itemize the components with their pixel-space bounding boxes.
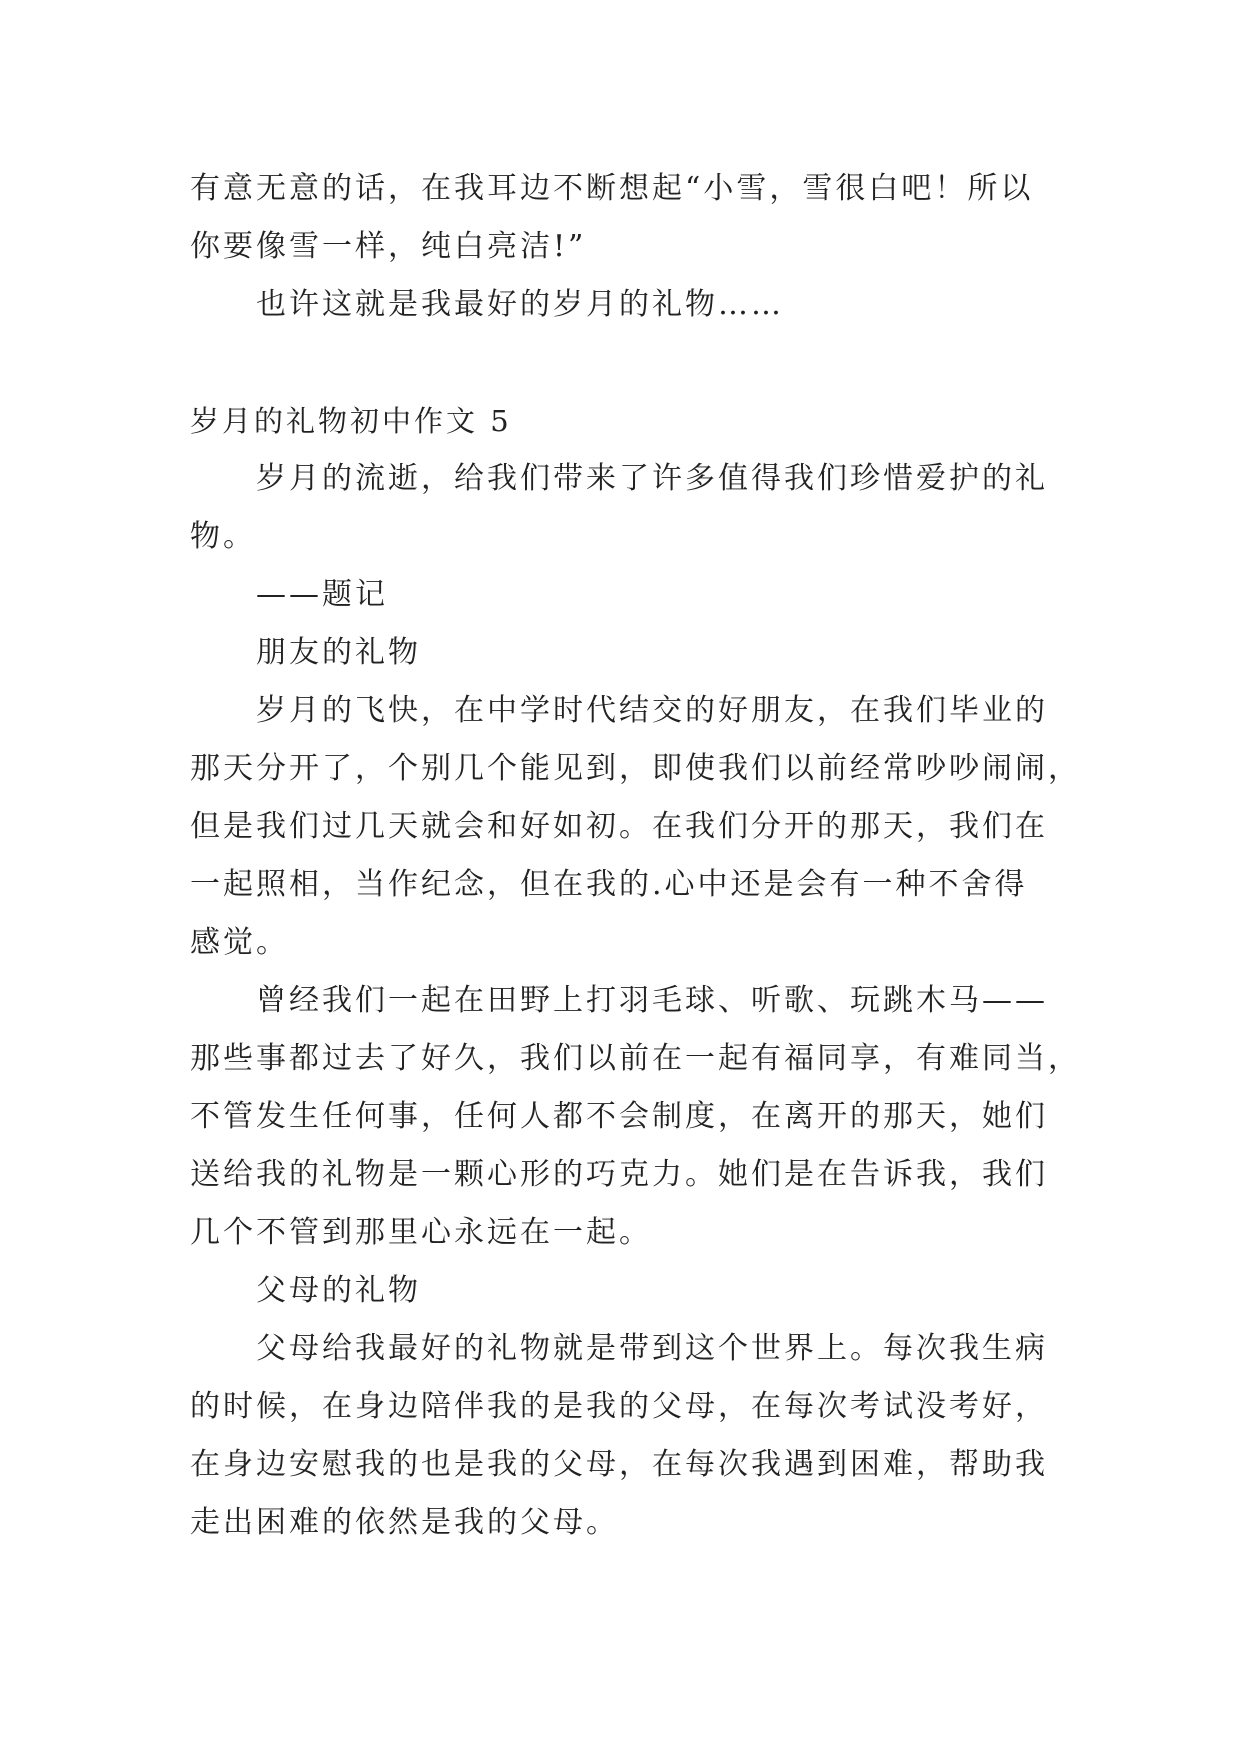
text-line: 的时候，在身边陪伴我的是我的父母，在每次考试没考好， — [190, 1389, 1048, 1424]
text-line: 物。 — [190, 519, 256, 554]
intro-paragraph — [190, 450, 1060, 566]
text-line: 走出困难的依然是我的父母。 — [190, 1505, 619, 1540]
text-line: 几个不管到那里心永远在一起。 — [190, 1215, 652, 1250]
essay-body — [190, 160, 1081, 1552]
text-line: 感觉。 — [190, 925, 289, 960]
text-line: 不管发生任何事，任何人都不会制度，在离开的那天，她们 — [190, 1099, 1048, 1134]
text-line: 送给我的礼物是一颗心形的巧克力。她们是在告诉我，我们 — [190, 1157, 1048, 1192]
continued-paragraph — [190, 160, 1060, 276]
friends-paragraph-1 — [190, 682, 1081, 972]
parents-paragraph-1 — [190, 1320, 1060, 1552]
friends-paragraph-2 — [190, 972, 1081, 1262]
text-line: 那些事都过去了好久，我们以前在一起有福同享，有难同当， — [190, 1041, 1081, 1076]
text-line: 岁月的飞快，在中学时代结交的好朋友，在我们毕业的 — [256, 693, 1048, 728]
blank-line — [190, 334, 1060, 392]
essay-title: 岁月的礼物初中作文 5 — [190, 404, 512, 438]
section-title-friends: 朋友的礼物 — [256, 635, 421, 670]
text-line: 岁月的流逝，给我们带来了许多值得我们珍惜爱护的礼 — [256, 461, 1048, 496]
text-line: 但是我们过几天就会和好如初。在我们分开的那天，我们在 — [190, 809, 1048, 844]
text-line: 有意无意的话，在我耳边不断想起“小雪，雪很白吧！所以 — [190, 171, 1034, 206]
text-line: 那天分开了，个别几个能见到，即使我们以前经常吵吵闹闹， — [190, 751, 1081, 786]
section-title-parents: 父母的礼物 — [256, 1273, 421, 1308]
text-line: 在身边安慰我的也是我的父母，在每次我遇到困难，帮助我 — [190, 1447, 1048, 1482]
epigraph-signature: ——题记 — [256, 577, 388, 612]
text-line: 曾经我们一起在田野上打羽毛球、听歌、玩跳木马—— — [256, 983, 1048, 1018]
closing-line: 也许这就是我最好的岁月的礼物…… — [256, 287, 784, 322]
text-line: 父母给我最好的礼物就是带到这个世界上。每次我生病 — [256, 1331, 1048, 1366]
text-line: 一起照相，当作纪念，但在我的.心中还是会有一种不舍得 — [190, 867, 1028, 902]
text-line: 你要像雪一样，纯白亮洁!” — [190, 229, 587, 264]
